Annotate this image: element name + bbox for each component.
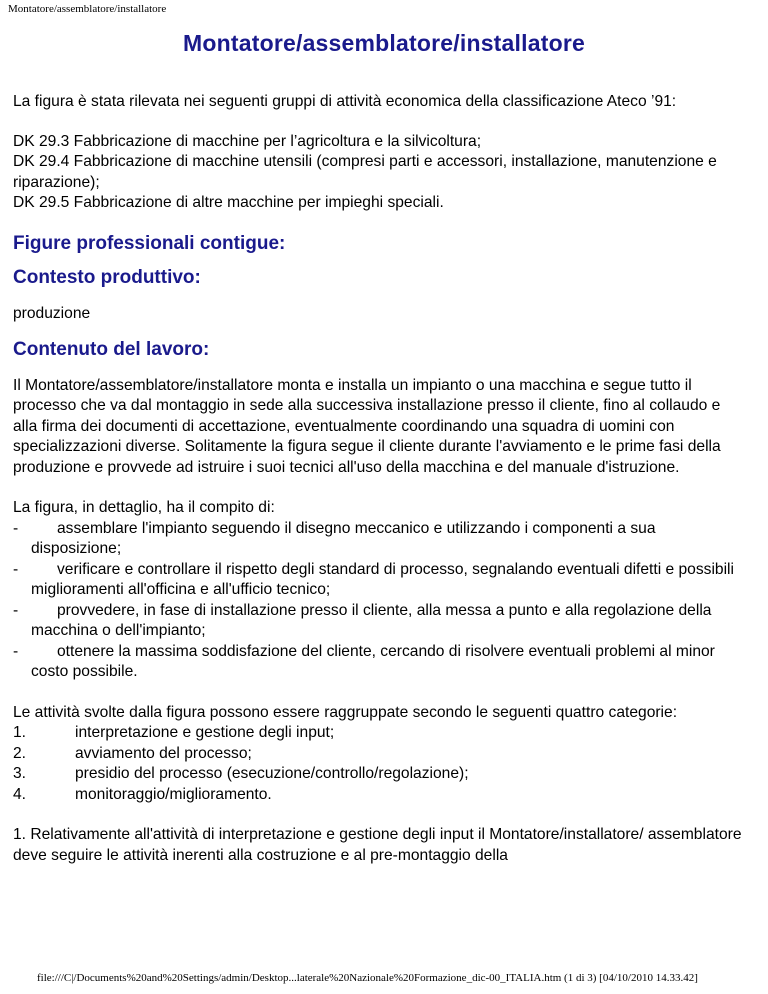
activities-section <box>13 703 744 806</box>
classification-item: DK 29.4 Fabbricazione di macchine utensili (compresi parti e accessori, installazione, manutenzione e riparazione); <box>13 153 717 191</box>
task-text: verificare e controllare il rispetto degli standard di processo, segnalando eventuali difetti e possibili miglioramenti all'officina e all'ufficio tecnico; <box>31 560 734 598</box>
task-dash: - <box>13 519 19 537</box>
task-dash: - <box>13 601 19 619</box>
activity-number: 4. <box>13 785 27 803</box>
classification-item: DK 29.5 Fabbricazione di altre macchine per impieghi speciali. <box>13 194 444 211</box>
activity-number: 2. <box>13 744 27 762</box>
activity-text: interpretazione e gestione degli input; <box>75 724 335 741</box>
page-title: Montatore/assemblatore/installatore <box>183 30 585 56</box>
final-paragraph: 1. Relativamente all'attività di interpretazione e gestione degli input il Montatore/installatore/ assemblatore deve seguire le attività inerenti alla costruzione e al pre-montaggio della <box>13 826 742 864</box>
tasks-intro: La figura, in dettaglio, ha il compito di: <box>13 499 275 516</box>
print-header: Montatore/assemblatore/installatore <box>8 3 167 15</box>
activities-intro: Le attività svolte dalla figura possono essere raggruppate secondo le seguenti quattro categorie: <box>13 703 678 721</box>
task-item <box>13 519 744 560</box>
task-item <box>13 642 744 683</box>
activity-item <box>13 723 744 744</box>
intro-paragraph: La figura è stata rilevata nei seguenti gruppi di attività economica della classificazione Ateco ’91: <box>13 93 677 110</box>
contesto-text: produzione <box>13 304 91 322</box>
task-text: provvedere, in fase di installazione presso il cliente, alla messa a punto e alla regolazione della macchina o dell'impianto; <box>31 601 712 639</box>
heading-figure-contigue: Figure professionali contigue: <box>13 232 286 254</box>
heading-contesto: Contesto produttivo: <box>13 267 201 288</box>
task-dash: - <box>13 560 19 578</box>
activity-text: monitoraggio/miglioramento. <box>75 785 272 803</box>
task-item <box>13 601 744 642</box>
activity-item <box>13 744 744 765</box>
activity-text: avviamento del processo; <box>75 744 252 762</box>
tasks-section <box>13 498 744 683</box>
classification-list <box>13 132 744 214</box>
activity-item <box>13 764 744 785</box>
task-dash: - <box>13 642 19 660</box>
task-text: ottenere la massima soddisfazione del cliente, cercando di risolvere eventuali problemi al minor costo possibile. <box>31 642 715 680</box>
activity-text: presidio del processo (esecuzione/controllo/regolazione); <box>75 765 469 782</box>
heading-contenuto: Contenuto del lavoro: <box>13 339 210 360</box>
task-item <box>13 560 744 601</box>
activity-number: 1. <box>13 724 27 741</box>
classification-item: DK 29.3 Fabbricazione di macchine per l’agricoltura e la silvicoltura; <box>13 132 482 150</box>
activity-number: 3. <box>13 765 27 782</box>
print-footer: file:///C|/Documents%20and%20Settings/admin/Desktop...laterale%20Nazionale%20Formazione_dic-00_ITALIA.htm (1 di 3) [04/10/2010 14.33.42] <box>37 972 698 984</box>
activity-item <box>13 785 744 806</box>
task-text: assemblare l'impianto seguendo il disegno meccanico e utilizzando i componenti a sua disposizione; <box>31 519 656 557</box>
contenuto-paragraph: Il Montatore/assemblatore/installatore monta e installa un impianto o una macchina e segue tutto il processo che va dal montaggio in sede alla successiva installazione presso il cliente, fino al collaudo e alla firma dei documenti di accettazione, eventualmente coordinando una squadra di uomini con specializzazioni diverse. Solitamente la figura segue il cliente durante l'avviamento e le prime fasi della produzione e provvede ad istruire i suoi tecnici all'uso della macchina e del manuale d'istruzione. <box>13 376 721 476</box>
document-body <box>13 92 744 866</box>
